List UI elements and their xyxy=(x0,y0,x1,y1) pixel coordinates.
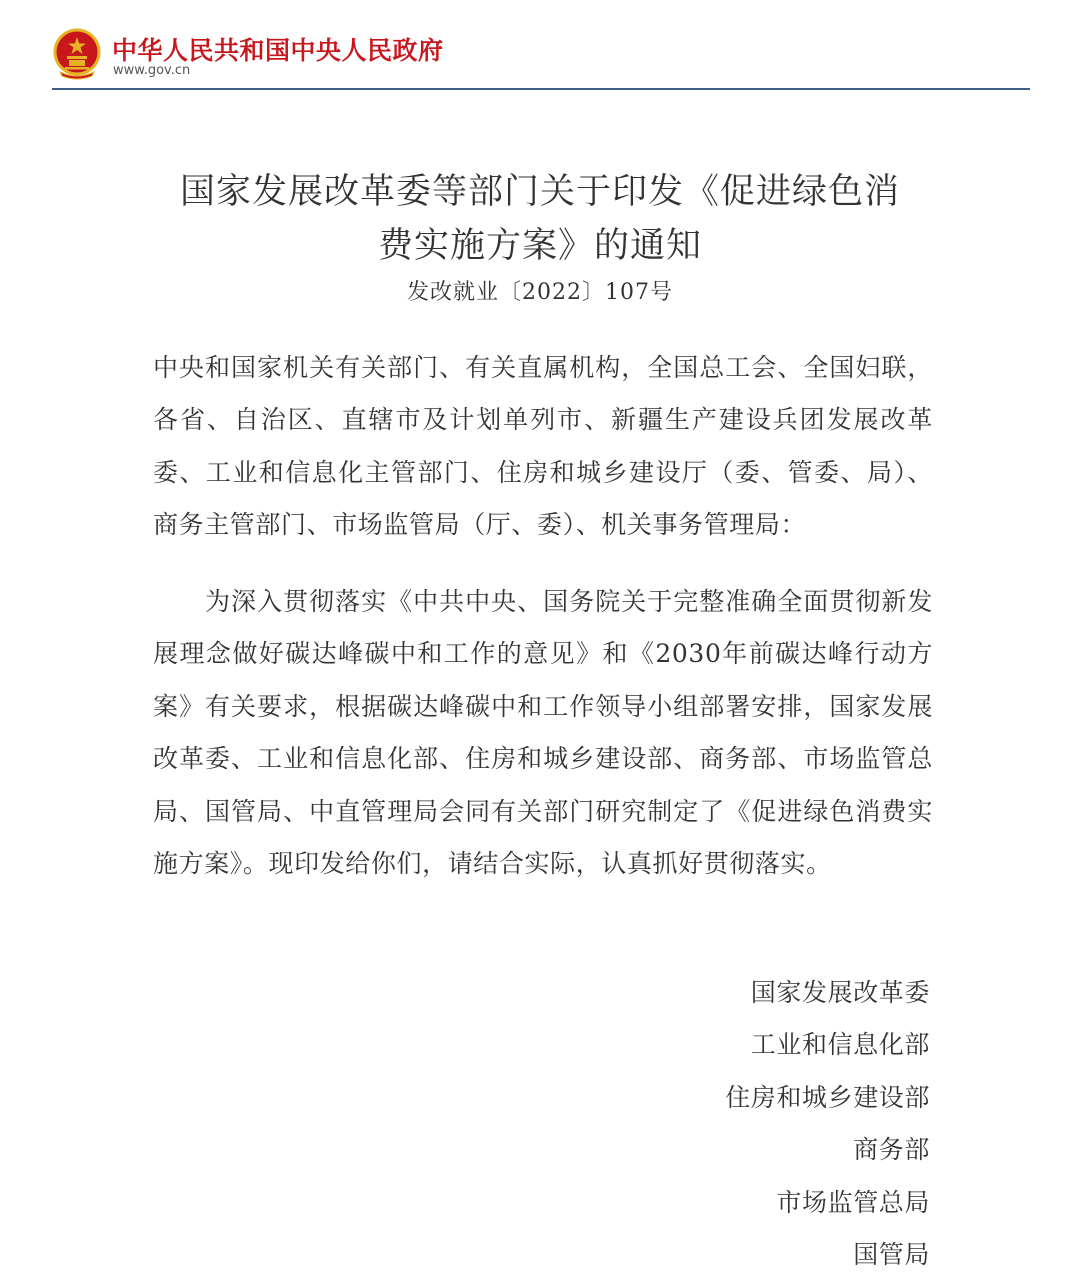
document-title xyxy=(100,165,980,273)
document-number: 发改就业〔2022〕107号 xyxy=(407,280,673,305)
site-name[interactable]: 中华人民共和国中央人民政府 xyxy=(112,36,444,65)
national-emblem-icon xyxy=(52,28,102,80)
site-url[interactable]: www.gov.cn xyxy=(113,63,191,78)
title-line: 国家发展改革委等部门关于印发《促进绿色消 xyxy=(179,172,900,212)
signatory: 住房和城乡建设部 xyxy=(725,1082,930,1112)
site-header xyxy=(52,28,1030,90)
signatory-list xyxy=(725,967,930,1281)
signatory: 国家发展改革委 xyxy=(750,978,930,1007)
header-divider xyxy=(52,88,1030,90)
signatory: 商务部 xyxy=(853,1135,930,1165)
title-line: 费实施方案》的通知 xyxy=(377,226,702,266)
signatory: 工业和信息化部 xyxy=(750,1030,930,1060)
addressee-paragraph: 中央和国家机关有关部门、有关直属机构，全国总工会、全国妇联，各省、自治区、直辖市及计划单列市、新疆生产建设兵团发展改革委、工业和信息化主管部门、住房和城乡建设厅（委、管委、局）、商务主管部门、市场监管局（厅、委）、机关事务管理局： xyxy=(153,353,933,540)
signatory: 国管局 xyxy=(853,1240,930,1270)
signatory: 市场监管总局 xyxy=(776,1187,930,1217)
body-paragraph: 为深入贯彻落实《中共中央、国务院关于完整准确全面贯彻新发展理念做好碳达峰碳中和工作的意见》和《2030年前碳达峰行动方案》有关要求，根据碳达峰碳中和工作领导小组部署安排，国家发展改革委、工业和信息化部、住房和城乡建设部、商务部、市场监管总局、国管局、中直管理局会同有关部门研究制定了《促进绿色消费实施方案》。现印发给你们，请结合实际，认真抓好贯彻落实。 xyxy=(153,587,933,879)
